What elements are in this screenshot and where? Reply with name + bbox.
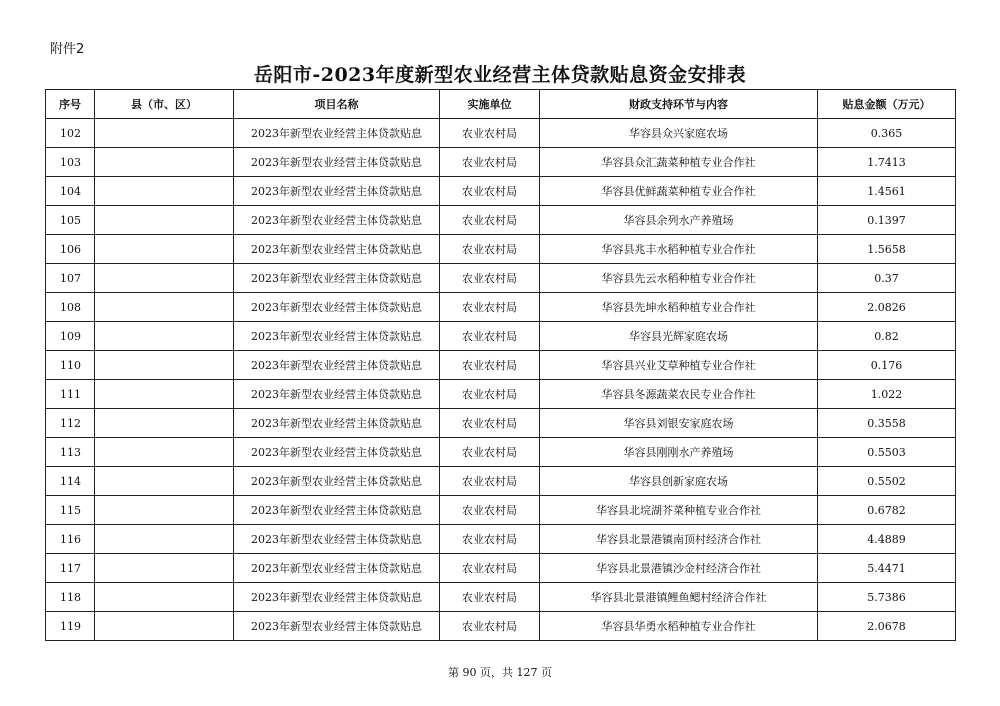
cell-support-content: 华容县北景港镇南顶村经济合作社 xyxy=(540,525,818,554)
table-row xyxy=(46,206,956,235)
cell-county xyxy=(95,438,234,467)
cell-support-content: 华容县兴业艾草种植专业合作社 xyxy=(540,351,818,380)
table-row xyxy=(46,380,956,409)
cell-project-name: 2023年新型农业经营主体贷款贴息 xyxy=(234,177,440,206)
cell-serial-number: 109 xyxy=(46,322,95,351)
cell-project-name: 2023年新型农业经营主体贷款贴息 xyxy=(234,438,440,467)
cell-project-name: 2023年新型农业经营主体贷款贴息 xyxy=(234,554,440,583)
header-project-name: 项目名称 xyxy=(234,90,440,119)
cell-support-content: 华容县北垸湖芥菜种植专业合作社 xyxy=(540,496,818,525)
table-row xyxy=(46,496,956,525)
cell-serial-number: 113 xyxy=(46,438,95,467)
cell-project-name: 2023年新型农业经营主体贷款贴息 xyxy=(234,351,440,380)
cell-implementing-unit: 农业农村局 xyxy=(440,525,540,554)
cell-project-name: 2023年新型农业经营主体贷款贴息 xyxy=(234,235,440,264)
cell-county xyxy=(95,612,234,641)
cell-subsidy-amount: 1.022 xyxy=(818,380,956,409)
cell-project-name: 2023年新型农业经营主体贷款贴息 xyxy=(234,148,440,177)
header-county: 县（市、区） xyxy=(95,90,234,119)
cell-serial-number: 110 xyxy=(46,351,95,380)
cell-serial-number: 112 xyxy=(46,409,95,438)
cell-serial-number: 116 xyxy=(46,525,95,554)
page-footer: 第 90 页，共 127 页 xyxy=(448,666,552,679)
cell-project-name: 2023年新型农业经营主体贷款贴息 xyxy=(234,380,440,409)
cell-project-name: 2023年新型农业经营主体贷款贴息 xyxy=(234,612,440,641)
cell-project-name: 2023年新型农业经营主体贷款贴息 xyxy=(234,409,440,438)
cell-serial-number: 104 xyxy=(46,177,95,206)
table-row xyxy=(46,119,956,148)
cell-project-name: 2023年新型农业经营主体贷款贴息 xyxy=(234,206,440,235)
cell-implementing-unit: 农业农村局 xyxy=(440,612,540,641)
cell-serial-number: 114 xyxy=(46,467,95,496)
table-row xyxy=(46,264,956,293)
cell-project-name: 2023年新型农业经营主体贷款贴息 xyxy=(234,119,440,148)
table-row xyxy=(46,293,956,322)
cell-subsidy-amount: 0.82 xyxy=(818,322,956,351)
cell-implementing-unit: 农业农村局 xyxy=(440,235,540,264)
table-header-row xyxy=(46,90,956,119)
header-support-content: 财政支持环节与内容 xyxy=(540,90,818,119)
cell-support-content: 华容县北景港镇沙金村经济合作社 xyxy=(540,554,818,583)
cell-subsidy-amount: 0.37 xyxy=(818,264,956,293)
header-implementing-unit: 实施单位 xyxy=(440,90,540,119)
cell-support-content: 华容县先云水稻种植专业合作社 xyxy=(540,264,818,293)
cell-county xyxy=(95,148,234,177)
table-row xyxy=(46,554,956,583)
cell-county xyxy=(95,264,234,293)
cell-county xyxy=(95,293,234,322)
cell-implementing-unit: 农业农村局 xyxy=(440,496,540,525)
table-row xyxy=(46,351,956,380)
cell-county xyxy=(95,583,234,612)
cell-subsidy-amount: 0.3558 xyxy=(818,409,956,438)
subsidy-table xyxy=(45,89,956,641)
table-row xyxy=(46,467,956,496)
cell-implementing-unit: 农业农村局 xyxy=(440,322,540,351)
cell-serial-number: 107 xyxy=(46,264,95,293)
table-row xyxy=(46,525,956,554)
table-body xyxy=(46,119,956,641)
cell-county xyxy=(95,177,234,206)
table-row xyxy=(46,438,956,467)
cell-subsidy-amount: 2.0826 xyxy=(818,293,956,322)
attachment-label: 附件2 xyxy=(50,42,85,57)
table-row xyxy=(46,612,956,641)
cell-county xyxy=(95,554,234,583)
cell-implementing-unit: 农业农村局 xyxy=(440,554,540,583)
cell-serial-number: 105 xyxy=(46,206,95,235)
cell-subsidy-amount: 0.176 xyxy=(818,351,956,380)
cell-county xyxy=(95,496,234,525)
cell-county xyxy=(95,322,234,351)
cell-implementing-unit: 农业农村局 xyxy=(440,293,540,322)
cell-serial-number: 119 xyxy=(46,612,95,641)
cell-support-content: 华容县刘银安家庭农场 xyxy=(540,409,818,438)
cell-county xyxy=(95,525,234,554)
cell-subsidy-amount: 4.4889 xyxy=(818,525,956,554)
table-row xyxy=(46,235,956,264)
cell-project-name: 2023年新型农业经营主体贷款贴息 xyxy=(234,264,440,293)
cell-serial-number: 111 xyxy=(46,380,95,409)
cell-subsidy-amount: 1.4561 xyxy=(818,177,956,206)
cell-serial-number: 115 xyxy=(46,496,95,525)
cell-subsidy-amount: 0.5502 xyxy=(818,467,956,496)
cell-support-content: 华容县兆丰水稻种植专业合作社 xyxy=(540,235,818,264)
cell-implementing-unit: 农业农村局 xyxy=(440,119,540,148)
cell-project-name: 2023年新型农业经营主体贷款贴息 xyxy=(234,583,440,612)
cell-serial-number: 108 xyxy=(46,293,95,322)
cell-implementing-unit: 农业农村局 xyxy=(440,380,540,409)
table-row xyxy=(46,177,956,206)
cell-implementing-unit: 农业农村局 xyxy=(440,438,540,467)
table-row xyxy=(46,409,956,438)
header-serial-number: 序号 xyxy=(46,90,95,119)
cell-subsidy-amount: 0.6782 xyxy=(818,496,956,525)
document-title: 岳阳市-2023年度新型农业经营主体贷款贴息资金安排表 xyxy=(253,64,747,86)
cell-support-content: 华容县刚刚水产养殖场 xyxy=(540,438,818,467)
cell-support-content: 华容县冬源蔬菜农民专业合作社 xyxy=(540,380,818,409)
cell-implementing-unit: 农业农村局 xyxy=(440,264,540,293)
cell-serial-number: 102 xyxy=(46,119,95,148)
cell-implementing-unit: 农业农村局 xyxy=(440,206,540,235)
table-row xyxy=(46,148,956,177)
cell-serial-number: 117 xyxy=(46,554,95,583)
cell-implementing-unit: 农业农村局 xyxy=(440,177,540,206)
cell-implementing-unit: 农业农村局 xyxy=(440,409,540,438)
cell-support-content: 华容县北景港镇鲤鱼鳃村经济合作社 xyxy=(540,583,818,612)
cell-support-content: 华容县优鲜蔬菜种植专业合作社 xyxy=(540,177,818,206)
cell-project-name: 2023年新型农业经营主体贷款贴息 xyxy=(234,525,440,554)
cell-support-content: 华容县先坤水稻种植专业合作社 xyxy=(540,293,818,322)
cell-support-content: 华容县创新家庭农场 xyxy=(540,467,818,496)
cell-support-content: 华容县众兴家庭农场 xyxy=(540,119,818,148)
cell-serial-number: 103 xyxy=(46,148,95,177)
cell-county xyxy=(95,380,234,409)
cell-implementing-unit: 农业农村局 xyxy=(440,148,540,177)
cell-subsidy-amount: 5.7386 xyxy=(818,583,956,612)
cell-subsidy-amount: 5.4471 xyxy=(818,554,956,583)
cell-subsidy-amount: 1.5658 xyxy=(818,235,956,264)
cell-implementing-unit: 农业农村局 xyxy=(440,583,540,612)
cell-subsidy-amount: 0.365 xyxy=(818,119,956,148)
cell-serial-number: 118 xyxy=(46,583,95,612)
cell-county xyxy=(95,235,234,264)
cell-support-content: 华容县余列水产养殖场 xyxy=(540,206,818,235)
table-row xyxy=(46,322,956,351)
cell-support-content: 华容县光辉家庭农场 xyxy=(540,322,818,351)
cell-subsidy-amount: 0.1397 xyxy=(818,206,956,235)
cell-project-name: 2023年新型农业经营主体贷款贴息 xyxy=(234,293,440,322)
cell-implementing-unit: 农业农村局 xyxy=(440,351,540,380)
cell-support-content: 华容县华勇水稻种植专业合作社 xyxy=(540,612,818,641)
cell-support-content: 华容县众汇蔬菜种植专业合作社 xyxy=(540,148,818,177)
cell-implementing-unit: 农业农村局 xyxy=(440,467,540,496)
cell-subsidy-amount: 0.5503 xyxy=(818,438,956,467)
cell-county xyxy=(95,351,234,380)
cell-subsidy-amount: 1.7413 xyxy=(818,148,956,177)
cell-project-name: 2023年新型农业经营主体贷款贴息 xyxy=(234,496,440,525)
cell-county xyxy=(95,206,234,235)
table-row xyxy=(46,583,956,612)
cell-subsidy-amount: 2.0678 xyxy=(818,612,956,641)
cell-county xyxy=(95,409,234,438)
cell-project-name: 2023年新型农业经营主体贷款贴息 xyxy=(234,322,440,351)
cell-project-name: 2023年新型农业经营主体贷款贴息 xyxy=(234,467,440,496)
cell-county xyxy=(95,467,234,496)
header-subsidy-amount: 贴息金额（万元） xyxy=(818,90,956,119)
cell-serial-number: 106 xyxy=(46,235,95,264)
cell-county xyxy=(95,119,234,148)
